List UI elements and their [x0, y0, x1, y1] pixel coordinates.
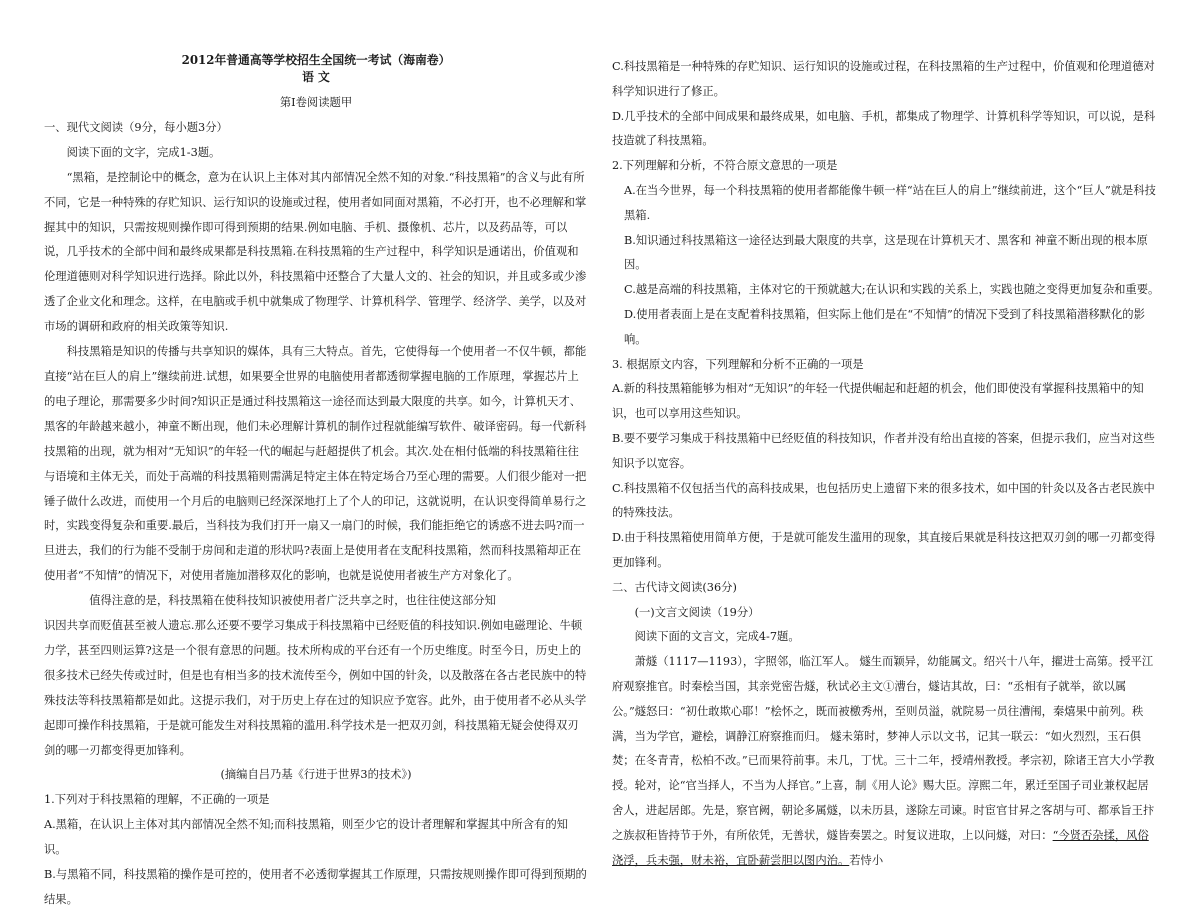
left-column: [44, 52, 588, 913]
subject-title: 语 文: [302, 70, 330, 84]
passage-paragraph-3-rest: 识因共享而贬值甚至被人遗忘.那么还要不要学习集成于科技黑箱中已经贬值的科技知识.例如电磁理论、牛顿力学，甚至四则运算?这是一个很有意思的问题。技术所构成的平台还有一个历史维度。时至今日，历史上的很多技术已经失传或过时，但是也有相当多的技术流传至今，例如中国的针灸，以及散落在各古老民族中的特殊技法等科技黑箱都是如此。这提示我们，对于历史上存在过的知识应予宽容。此外，由于使用者不必从头学起即可操作科技黑箱，于是就可能发生对科技黑箱的滥用.科学技术是一把双刃剑，科技黑箱无疑会使得双刃剑的哪一刃都变得更加锋利。: [44, 619, 587, 757]
question-2-option-b: B.知识通过科技黑箱这一途径达到最大限度的共享，这是现在计算机天才、黑客和 神童不断出现的根本原因。: [624, 233, 1148, 272]
part2-heading: 二、古代诗文阅读(36分): [612, 580, 737, 594]
classical-passage: [612, 650, 1160, 873]
part1-heading: 一、现代文阅读（9分，每小题3分）: [44, 120, 228, 134]
question-1-option-d: D.几乎技术的全部中间成果和最终成果，如电脑、手机，都集成了物理学、计算机科学等知识，可以说，是科技造就了科技黑箱。: [612, 109, 1156, 148]
classical-passage-text: 萧燧（1117—1193），字照邻，临江军人。 燧生而颖异，幼能属文。绍兴十八年，擢进士高第。授平江府观察推官。时秦桧当国，其亲党密告燧，秋试必主文①漕台，燧诘其故，曰：“丞相有子就举，欲以属公。”燧怒曰：“初仕敢欺心耶！”桧怀之，既而被檄秀州，至则员溢，就院易一员往漕闱，秦熺果中前列。秩满，当为学官，避桧，调静江府察推而归。 燧未第时，梦神人示以文书，记其一联云：“如火烈烈，玉石俱焚；在冬青青，松柏不改。”已而果符前事。未几，丁忧。三十二年，授靖州教授。孝宗初，除诸王宫大小学教授。轮对，论“官当择人，不当为人择官。”上喜，制《用人论》赐大臣。淳熙二年，累迁至国子司业兼权起居舍人，进起居郎。先是，察官阙，朝论多属燧，以未历县，遂除左司谏。时宦官甘昇之客胡与可、都承旨王抃之族叔秬皆持节于外，有所依凭，无善状，燧皆奏罢之。时复议进取，上以问燧，对曰：: [612, 655, 1155, 842]
reading-instruction: 阅读下面的文字，完成1-3题。: [66, 145, 221, 159]
section-title: 第Ⅰ卷阅读题甲: [279, 96, 353, 109]
classical-instruction: 阅读下面的文言文，完成4-7题。: [634, 630, 800, 644]
question-3-option-a: A.新的科技黑箱能够为相对“无知识”的年轻一代提供崛起和赶超的机会，他们即使没有掌握科技黑箱中的知识，也可以享用这些知识。: [612, 382, 1144, 421]
passage-paragraph-2: 科技黑箱是知识的传播与共享知识的媒体，具有三大特点。首先，它使得每一个使用者一不仅牛顿，都能直接“站在巨人的肩上”继续前进.试想，如果要全世界的电脑使用者都透彻掌握电脑的工作原理，掌握芯片上的电子理论，那需要多少时间?知识正是通过科技黑箱这一途径而达到最大限度的共享。如今，计算机天才、黑客的年龄越来越小，神童不断出现，他们未必理解计算机的制作过程就能编写软件、破译密码。每一代新科技黑箱的出现，就为相对“无知识”的年轻一代的崛起与赶超提供了机会。其次.处在相付低端的科技黑箱往往与语境和主体无关，而处于高端的科技黑箱则需满足特定主体在特定场合乃至心理的需要。人们很少能对一把锤子做什么改进，而使用一个月后的电脑则已经深深地打上了个人的印记，这就说明，在认识变得简单易行之时，实践变得复杂和重要.最后，当科技为我们打开一扇又一扇门的时候，我们能拒绝它的诱惑不进去吗?而一旦进去，我们的行为能不受制于房间和走道的形状吗?表面上是使用者在支配科技黑箱，然而科技黑箱却正在使用者“不知情”的情况下，对使用者施加潜移双化的影响，也就是说使用者被生产方对象化了。: [44, 345, 587, 583]
question-2-stem: 2.下列理解和分析，不符合原文意思的一项是: [612, 159, 838, 173]
passage-source: (摘编自吕乃基《行进于世界3的技术》): [220, 768, 412, 782]
classical-subheading: (一)文言文阅读（19分）: [634, 605, 760, 619]
question-2-option-a: A.在当今世界，每一个科技黑箱的使用者都能像牛顿一样“站在巨人的肩上”继续前进，这个“巨人”就是科技黑箱.: [624, 183, 1156, 222]
question-1-stem: 1.下列对于科技黑箱的理解，不正确的一项是: [44, 793, 270, 807]
question-3-stem: 3. 根据原文内容，下列理解和分析不正确的一项是: [612, 357, 864, 371]
passage-paragraph-3-start: 值得注意的是，科技黑箱在使科技知识被使用者广泛共享之时，也往往使这部分知: [89, 594, 496, 608]
question-2-option-d: D.使用者表面上是在支配着科技黑箱，但实际上他们是在“不知情”的情况下受到了科技黑箱潜移默化的影响。: [624, 307, 1145, 346]
question-1-option-b: B.与黑箱不同，科技黑箱的操作是可控的，使用者不必透彻掌握其工作原理，只需按规则操作即可得到预期的结果。: [44, 868, 587, 906]
question-3-option-b: B.要不要学习集成于科技黑箱中已经贬值的科技知识，作者并没有给出直接的答案，但提示我们，应当对这些知识予以宽容。: [612, 431, 1155, 470]
question-3-option-d: D.由于科技黑箱使用简单方便，于是就可能发生滥用的现象，其直接后果就是科技这把双刃剑的哪一刃都变得更加锋利。: [612, 531, 1156, 569]
right-column: [612, 55, 1160, 873]
passage-paragraph-1: “黑箱，是控制论中的概念，意为在认识上主体对其内部情况全然不知的对象.“科技黑箱”的含义与此有所不同，它是一种特殊的存贮知识、运行知识的设施或过程，使用者如同面对黑箱，不必打开，也不必理解和掌握其中的知识，只需按规则操作即可得到预期的结果.例如电脑、手机、摄像机、芯片，以及药品等，可以说，几乎技术的全部中间和最终成果都是科技黑箱.在科技黑箱的生产过程中，科学知识是通诺出，价值观和伦理道德则对科学知识进行选择。除此以外，科技黑箱中还整合了大量人文的、社会的知识，并且或多或少渗透了企业文化和理念。这样，在电脑或手机中就集成了物理学、计算机科学、管理学、经济学、美学，以及对市场的调研和政府的相关政策等知识.: [44, 170, 587, 334]
classical-underlined-sentence: “今贤否杂揉，风俗浇浮，兵未强，财未裕，宜卧薪尝胆以图内治。: [612, 828, 1149, 867]
question-2-option-c: C.越是高端的科技黑箱，主体对它的干预就越大;在认识和实践的关系上，实践也随之变得更加复杂和重要。: [624, 283, 1160, 297]
exam-title: 2012年普通高等学校招生全国统一考试（海南卷）: [181, 53, 451, 67]
classical-passage-tail: 若恃小: [849, 853, 884, 867]
question-1-option-c: C.科技黑箱是一种特殊的存贮知识、运行知识的设施或过程，在科技黑箱的生产过程中，价值观和伦理道德对科学知识进行了修正。: [612, 60, 1155, 98]
question-1-option-a: A.黑箱，在认识上主体对其内部情况全然不知;而科技黑箱，则至少它的设计者理解和掌握其中所含有的知识。: [44, 818, 568, 857]
question-3-option-c: C.科技黑箱不仅包括当代的高科技成果，也包括历史上遗留下来的很多技术，如中国的针灸以及各古老民族中的特殊技法。: [612, 481, 1155, 520]
